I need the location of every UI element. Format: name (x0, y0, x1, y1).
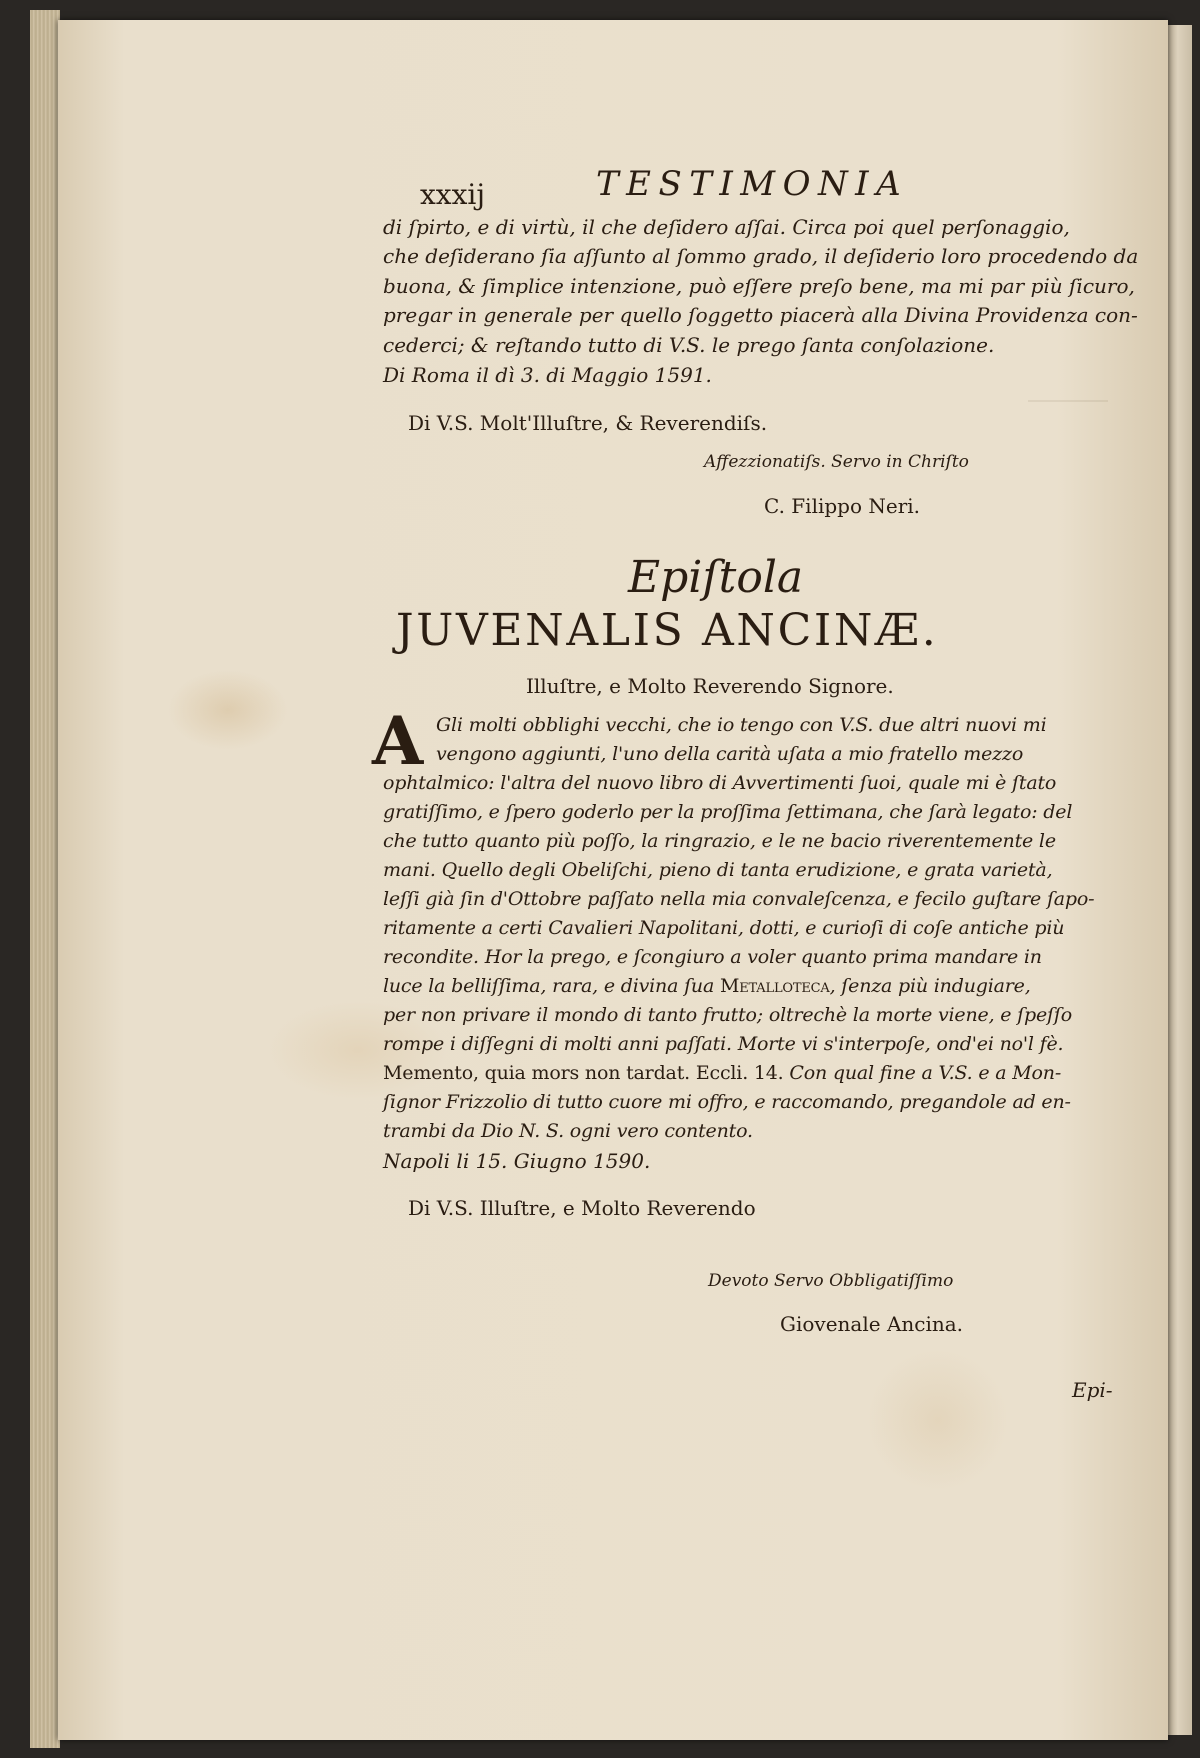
letter2-closing: Devoto Servo Obbligatiſſimo (708, 1271, 954, 1291)
letter1-line-3: buona, & ſimplice intenzione, può eſſere preſo bene, ma mi par più ſicuro, (383, 274, 1135, 298)
letter2-dateline: Napoli li 15. Giugno 1590. (383, 1149, 651, 1173)
letter1-line-4: pregar in generale per quello ſoggetto piacerà alla Divina Providenza con- (383, 303, 1138, 327)
letter2-line-8: ritamente a certi Cavalieri Napolitani, dotti, e curioſi di coſe antiche più (383, 917, 1065, 939)
letter1-line-2: che deſiderano ſia aſſunto al ſommo grado, il deſiderio loro procedendo da (383, 244, 1139, 268)
letter1-dateline: Di Roma il dì 3. di Maggio 1591. (383, 363, 712, 387)
letter2-line-6: mani. Quello degli Obeliſchi, pieno di tanta erudizione, e grata varietà, (383, 859, 1053, 881)
letter2-salutation: Di V.S. Illuſtre, e Molto Reverendo (408, 1196, 756, 1220)
letter1-line-5: cederci; & reſtando tutto di V.S. le prego ſanta conſolazione. (383, 333, 995, 357)
letter1-line-1: di ſpirto, e di virtù, il che deſidero aſſai. Circa poi quel perſonaggio, (383, 215, 1070, 239)
running-title: TESTIMONIA (596, 164, 909, 204)
letter2-line-4: gratiſſimo, e ſpero goderlo per la proſſima ſettimana, che ſarà legato: del (383, 801, 1073, 823)
latin-quotation: Memento, quia mors non tardat. Eccli. 14. (383, 1062, 784, 1084)
letter2-line-7: leſſi già ſin d'Ottobre paſſato nella mia convaleſcenza, e fecilo guſtare ſapo- (383, 888, 1095, 910)
page-signature: xxxij (420, 178, 486, 211)
letter2-line-13-end: Con qual fine a V.S. e a Mon- (789, 1062, 1062, 1084)
letter2-author: JUVENALIS ANCINÆ. (396, 605, 939, 656)
letter2-address: Illuſtre, e Molto Reverendo Signore. (526, 674, 894, 698)
letter2-line-13 (383, 1062, 1061, 1084)
letter2-line-5: che tutto quanto più poſſo, la ringrazio, e le ne bacio riverentemente le (383, 830, 1056, 852)
letter2-line-11: per non privare il mondo di tanto frutto; oltrechè la morte viene, e ſpeſſo (383, 1004, 1072, 1026)
letter2-line-10 (383, 975, 1031, 997)
show-through-mark (1028, 360, 1108, 402)
letter2-line-12: rompe i diſſegni di molti anni paſſati. Morte vi s'interpoſe, ond'ei no'l fè. (383, 1033, 1064, 1055)
letter2-line-14: ſignor Frizzolio di tutto cuore mi offro, e raccomando, pregandole ad en- (383, 1091, 1071, 1113)
letter2-line-9: recondite. Hor la prego, e ſcongiuro a voler quanto prima mandare in (383, 946, 1042, 968)
book-page (58, 20, 1168, 1740)
letter1-signature: C. Filippo Neri. (764, 494, 921, 518)
letter2-signature: Giovenale Ancina. (780, 1312, 964, 1336)
drop-cap: A (372, 702, 424, 780)
letter2-line-2: vengono aggiunti, l'uno della carità uſata a mio fratello mezzo (436, 743, 1024, 765)
letter2-line-3: ophtalmico: l'altra del nuovo libro di Avvertimenti ſuoi, quale mi è ſtato (383, 772, 1057, 794)
letter2-line-10-end: , ſenza più indugiare, (829, 975, 1031, 997)
letter1-closing: Affezzionatiſs. Servo in Chriſto (704, 452, 969, 472)
page-stack-edges (30, 10, 60, 1748)
letter1-salutation: Di V.S. Molt'Illuſtre, & Reverendiſs. (408, 411, 768, 435)
catchword: Epi- (1072, 1378, 1113, 1402)
letter2-line-10-start: luce la belliſſima, rara, e divina ſua (383, 975, 715, 997)
letter2-line-15: trambi da Dio N. S. ogni vero contento. (383, 1120, 753, 1142)
letter2-line-1: Gli molti obblighi vecchi, che io tengo con V.S. due altri nuovi mi (436, 714, 1047, 736)
metalloteca-title: Metalloteca (719, 975, 830, 997)
binding-edge (1168, 25, 1192, 1735)
letter2-heading: Epiſtola (628, 552, 804, 603)
